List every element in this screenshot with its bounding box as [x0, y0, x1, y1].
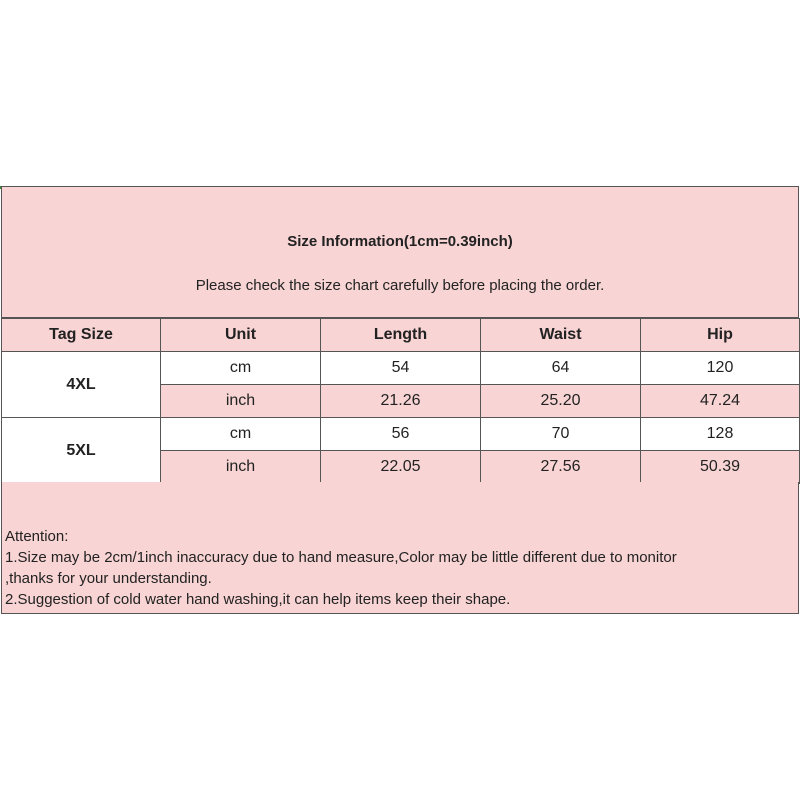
- column-header-length: Length: [321, 319, 481, 352]
- column-header-hip: Hip: [641, 319, 800, 352]
- column-header-unit: Unit: [161, 319, 321, 352]
- attention-heading: Attention:: [5, 528, 69, 545]
- waist-cell: 25.20: [481, 385, 641, 418]
- attention-notes: [5, 526, 794, 610]
- size-info-title: Size Information(1cm=0.39inch): [287, 233, 513, 250]
- attention-footer: [1, 482, 799, 614]
- attention-line-1: 1.Size may be 2cm/1inch inaccuracy due to hand measure,Color may be little different due to monitor: [5, 549, 677, 566]
- tag-size-cell: 5XL: [2, 418, 161, 484]
- unit-cell: cm: [161, 352, 321, 385]
- column-header-waist: Waist: [481, 319, 641, 352]
- waist-cell: 27.56: [481, 451, 641, 484]
- length-cell: 54: [321, 352, 481, 385]
- size-info-subtitle: Please check the size chart carefully before placing the order.: [195, 277, 605, 294]
- size-chart-sheet: [1, 186, 799, 614]
- column-header-tag-size: Tag Size: [2, 319, 161, 352]
- hip-cell: 50.39: [641, 451, 800, 484]
- hip-cell: 120: [641, 352, 800, 385]
- table-header-row: [2, 319, 800, 352]
- hip-cell: 128: [641, 418, 800, 451]
- size-table: [1, 318, 800, 484]
- attention-line-3: 2.Suggestion of cold water hand washing,it can help items keep their shape.: [5, 591, 511, 608]
- table-row: [2, 352, 800, 385]
- length-cell: 21.26: [321, 385, 481, 418]
- waist-cell: 70: [481, 418, 641, 451]
- hip-cell: 47.24: [641, 385, 800, 418]
- unit-cell: inch: [161, 385, 321, 418]
- waist-cell: 64: [481, 352, 641, 385]
- tag-size-cell: 4XL: [2, 352, 161, 418]
- length-cell: 56: [321, 418, 481, 451]
- table-row: [2, 418, 800, 451]
- unit-cell: cm: [161, 418, 321, 451]
- attention-line-2: ,thanks for your understanding.: [5, 570, 212, 587]
- unit-cell: inch: [161, 451, 321, 484]
- length-cell: 22.05: [321, 451, 481, 484]
- size-info-header: [1, 186, 799, 318]
